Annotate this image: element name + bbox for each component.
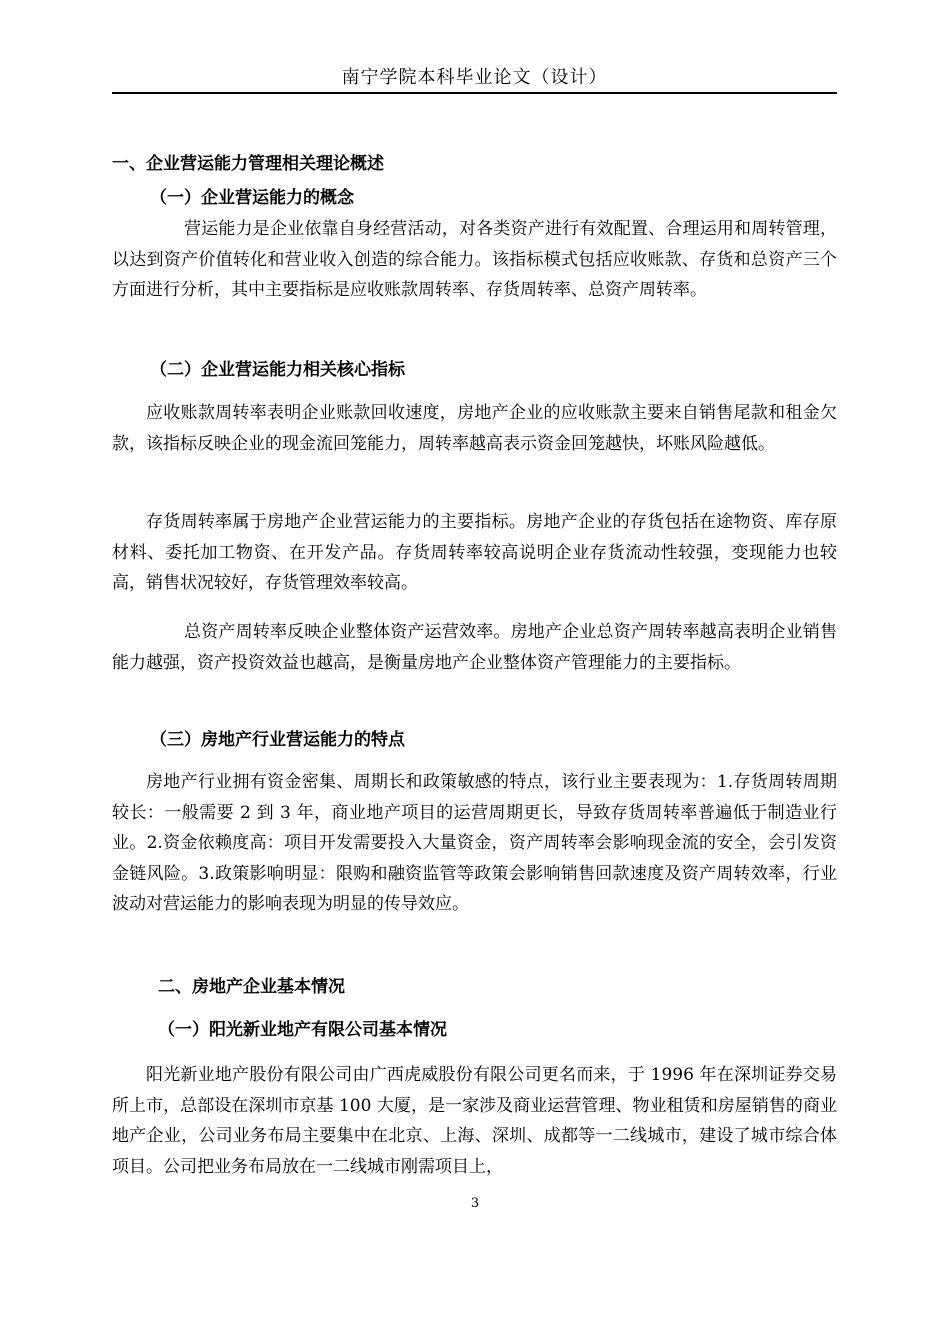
page-number: 3 xyxy=(470,1196,480,1211)
section-1-2-paragraph-2: 存货周转率属于房地产企业营运能力的主要指标。房地产企业的存货包括在途物资、库存原材料、委托加工物资、在开发产品。存货周转率较高说明企业存货流动性较强，变现能力也较高，销售状况较好，存货管理效率较高。 xyxy=(112,512,837,593)
section-1-3-paragraph: 房地产行业拥有资金密集、周期长和政策敏感的特点，该行业主要表现为：1.存货周转周期较长：一般需要 2 到 3 年，商业地产项目的运营周期更长，导致存货周转率普遍低于制造业行业。2.资金依赖度高：项目开发需要投入大量资金，资产周转率会影响现金流的安全，会引发资金链风险。3.政策影响明显：限购和融资监管等政策会影响销售回款速度及资产周转效率，行业波动对营运能力的影响表现为明显的传导效应。 xyxy=(112,772,837,914)
section-2-1-paragraph: 阳光新业地产股份有限公司由广西虎威股份有限公司更名而来，于 1996 年在深圳证券交易所上市，总部设在深圳市京基 100 大厦，是一家涉及商业运营管理、物业租赁和房屋销售的商业地产企业，公司业务布局主要集中在北京、上海、深圳、成都等一二线城市，建设了城市综合体项目。公司把业务布局放在一二线城市刚需项目上， xyxy=(112,1065,837,1177)
section-1-3-heading: （三）房地产行业营运能力的特点 xyxy=(150,730,405,750)
section-1-heading: 一、企业营运能力管理相关理论概述 xyxy=(112,154,384,174)
header-divider xyxy=(112,92,837,94)
section-1-2-heading: （二）企业营运能力相关核心指标 xyxy=(150,360,405,380)
section-1-2-paragraph-1: 应收账款周转率表明企业账款回收速度，房地产企业的应收账款主要来自销售尾款和租金欠款，该指标反映企业的现金流回笼能力，周转率越高表示资金回笼越快，坏账风险越低。 xyxy=(112,403,837,454)
section-1-2-paragraph-3: 总资产周转率反映企业整体资产运营效率。房地产企业总资产周转率越高表明企业销售能力越强，资产投资效益也越高，是衡量房地产企业整体资产管理能力的主要指标。 xyxy=(112,622,837,673)
section-1-1-paragraph: 营运能力是企业依靠自身经营活动，对各类资产进行有效配置、合理运用和周转管理，以达到资产价值转化和营业收入创造的综合能力。该指标模式包括应收账款、存货和总资产三个方面进行分析，其中主要指标是应收账款周转率、存货周转率、总资产周转率。 xyxy=(112,219,837,300)
page-header-title: 南宁学院本科毕业论文（设计） xyxy=(341,67,608,88)
section-2-1-heading: （一）阳光新业地产有限公司基本情况 xyxy=(158,1020,447,1040)
section-2-heading: 二、房地产企业基本情况 xyxy=(158,977,345,997)
section-1-1-heading: （一）企业营运能力的概念 xyxy=(150,188,354,208)
